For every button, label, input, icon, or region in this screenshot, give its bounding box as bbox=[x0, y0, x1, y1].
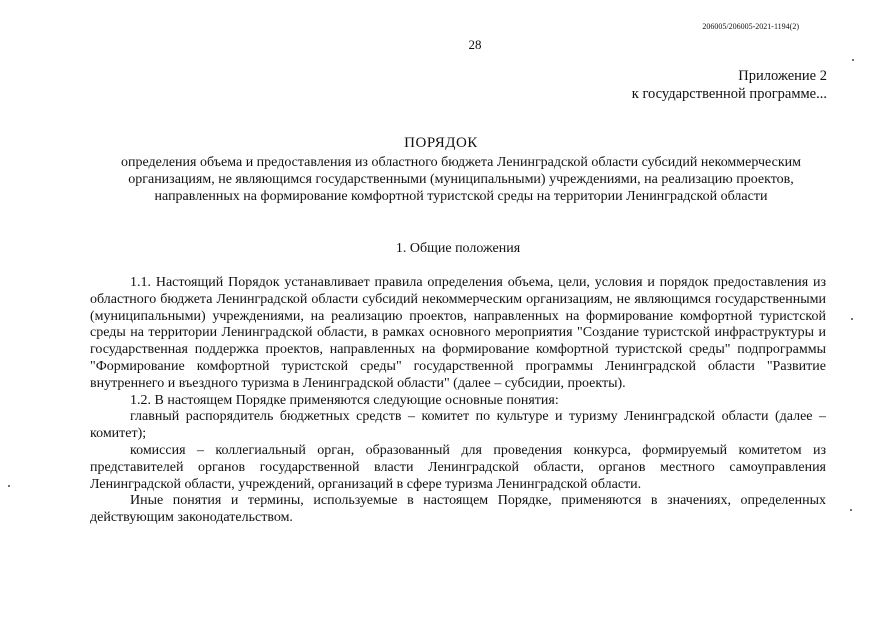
subtitle-line-2: организациям, не являющимся государственными (муниципальными) учреждениями, на реализацию проектов, bbox=[128, 172, 794, 187]
appendix-line-1: Приложение 2 bbox=[738, 68, 827, 84]
paragraph-other-terms: Иные понятия и термины, используемые в настоящем Порядке, применяются в значениях, определенных действующим законодательством. bbox=[90, 493, 826, 526]
appendix-line-2: к государственной программе... bbox=[631, 86, 827, 102]
paragraph-definition-commission: комиссия – коллегиальный орган, образованный для проведения конкурса, формируемый комитетом из представителей органов государственной власти Ленинградской области, органов местного самоуправления Ленинградской области, учреждений, организаций в сфере туризма Ленинградской области. bbox=[90, 442, 826, 492]
section-heading: 1. Общие положения bbox=[395, 241, 521, 256]
subtitle-line-3: направленных на формирование комфортной туристской среды на территории Ленинградской области bbox=[154, 189, 768, 204]
scan-speck bbox=[851, 318, 853, 320]
document-number: 206005/206005-2021-1194(2) bbox=[702, 22, 799, 31]
paragraph-1-1: 1.1. Настоящий Порядок устанавливает правила определения объема, цели, условия и порядок предоставления из областного бюджета Ленинградской области субсидий некоммерческим организациям, не являющимся государственными (муниципальными) учреждениями, на реализацию проектов, направленных на формирование комфортной туристской среды на территории Ленинградской области, в рамках основного мероприятия "Создание туристской инфраструктуры и государственная поддержка проектов, направленных на формирование комфортной туристской среды" подпрограммы "Формирование комфортной туристской среды" государственной программы Ленинградской области "Развитие внутреннего и въездного туризма в Ленинградской области" (далее – субсидии, проекты). bbox=[90, 275, 826, 391]
scan-speck bbox=[850, 509, 852, 511]
paragraph-definition-main-manager: главный распорядитель бюджетных средств – комитет по культуре и туризму Ленинградской области (далее – комитет); bbox=[90, 409, 826, 442]
document-subtitle bbox=[85, 154, 837, 205]
page-number: 28 bbox=[468, 37, 482, 52]
body-text bbox=[90, 275, 826, 527]
scan-speck bbox=[852, 59, 854, 61]
appendix-note bbox=[632, 67, 827, 103]
subtitle-line-1: определения объема и предоставления из областного бюджета Ленинградской области субсидий некоммерческим bbox=[121, 155, 801, 170]
document-title: ПОРЯДОК bbox=[404, 135, 478, 151]
scan-speck bbox=[8, 485, 10, 487]
paragraph-1-2: 1.2. В настоящем Порядке применяются следующие основные понятия: bbox=[130, 392, 559, 408]
